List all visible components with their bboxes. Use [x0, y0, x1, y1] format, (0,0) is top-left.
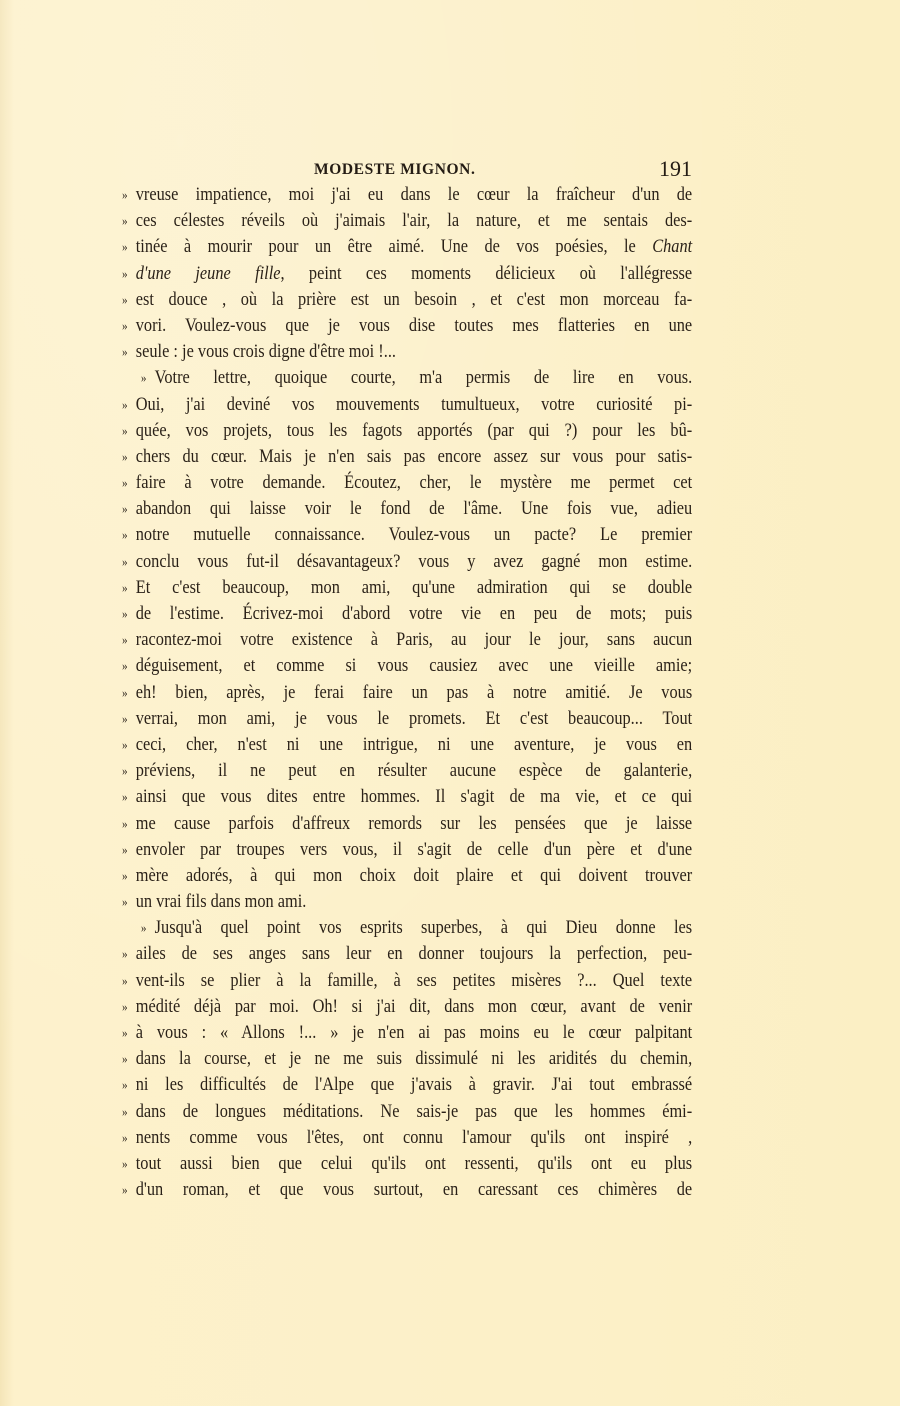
quote-mark: »: [122, 317, 128, 333]
line-text: [136, 313, 692, 339]
text-line: [122, 444, 692, 470]
line-text-run: me cause parfois d'affreux remords sur les pensées que je laisse: [135, 812, 693, 834]
quote-mark: »: [122, 789, 128, 805]
quote-mark: »: [122, 475, 128, 491]
quote-mark: »: [122, 265, 128, 281]
line-text-run: faire à votre demande. Écoutez, cher, le mystère me permet cet: [135, 472, 693, 494]
text-line: [122, 811, 692, 837]
quote-mark: »: [122, 448, 128, 464]
line-text-run: notre mutuelle connaissance. Voulez-vous un pacte? Le premier: [135, 524, 693, 546]
text-line: [122, 313, 692, 339]
line-text-run: de l'estime. Écrivez-moi d'abord votre vie en peu de mots; puis: [135, 603, 693, 624]
body-text: [122, 182, 692, 1203]
quote-mark: »: [122, 684, 128, 700]
text-line: [122, 601, 692, 627]
line-text: [136, 418, 692, 444]
line-text-run: chers du cœur. Mais je n'en sais pas encore assez sur vous pour satis-: [135, 445, 693, 467]
text-line: [122, 261, 692, 287]
text-line: [122, 994, 692, 1020]
text-line: [122, 470, 692, 496]
line-text: [136, 680, 692, 706]
quote-mark: »: [122, 1025, 128, 1040]
text-line: [122, 1020, 692, 1046]
line-text-run: Oui, j'ai deviné vos mouvements tumultueux, votre curiosité pi-: [135, 393, 693, 415]
quote-mark: »: [122, 187, 128, 202]
line-text: [136, 994, 692, 1020]
line-text: [136, 1072, 692, 1098]
text-line: [122, 418, 692, 444]
text-line: [122, 1177, 692, 1203]
line-text-run: vent-ils se plier à la famille, à ses petites misères ?... Quel texte: [135, 969, 693, 991]
text-line: [122, 968, 692, 994]
quote-mark: »: [122, 501, 128, 517]
quote-mark: »: [122, 736, 128, 752]
text-line: [122, 706, 692, 732]
text-line: [122, 496, 692, 522]
line-text: [136, 889, 692, 915]
running-title: MODESTE MIGNON.: [314, 161, 476, 178]
line-text: [136, 1151, 692, 1177]
line-text-run: abandon qui laisse voir le fond de l'âme. Une fois vue, adieu: [135, 498, 693, 520]
line-text-run: , peint ces moments délicieux où l'allégresse: [280, 262, 693, 284]
quote-mark: »: [122, 894, 128, 910]
line-text-run: vori. Voulez-vous que je vous dise toutes mes flatteries en une: [135, 314, 693, 336]
text-line: [122, 339, 692, 365]
quote-mark: »: [122, 998, 128, 1014]
text-line: [122, 627, 692, 653]
text-line: [122, 863, 692, 889]
quote-mark: »: [140, 370, 147, 386]
quote-mark: »: [122, 1051, 128, 1067]
line-text-run: médité déjà par moi. Oh! si j'ai dit, dans mon cœur, avant de venir: [135, 995, 693, 1017]
text-line: [122, 758, 692, 784]
line-text-run: eh! bien, après, je ferai faire un pas à notre amitié. Je vous: [135, 681, 693, 703]
line-text-run: racontez-moi votre existence à Paris, au jour le jour, sans aucun: [135, 629, 693, 651]
line-text: [136, 575, 692, 601]
line-text-run: à vous : « Allons !... » je n'en ai pas moins eu le cœur palpitant: [135, 1022, 693, 1043]
quote-mark: »: [122, 972, 128, 988]
text-line: [122, 208, 692, 234]
line-text-run: dans de longues méditations. Ne sais-je pas que les hommes émi-: [135, 1100, 693, 1122]
line-text-run: vreuse impatience, moi j'ai eu dans le cœur la fraîcheur d'un de: [135, 184, 693, 205]
text-line: [122, 575, 692, 601]
line-text-run: est douce , où la prière est un besoin , et c'est mon morceau fa-: [135, 288, 693, 310]
text-line: [122, 365, 692, 391]
quote-mark: »: [122, 763, 128, 779]
line-text: [136, 208, 692, 234]
quote-mark: »: [122, 527, 128, 543]
text-line: [122, 1099, 692, 1125]
line-text: [136, 811, 692, 837]
line-text-run: tinée à mourir pour un être aimé. Une de vos poésies, le: [135, 236, 636, 258]
quote-mark: »: [122, 632, 128, 648]
line-text-run: ainsi que vous dites entre hommes. Il s'agit de ma vie, et ce qui: [135, 786, 693, 808]
line-text: [136, 182, 692, 208]
quote-mark: »: [122, 396, 128, 412]
text-line: [122, 522, 692, 548]
line-text-run: Votre lettre, quoique courte, m'a permis de lire en vous.: [154, 367, 693, 389]
quote-mark: »: [122, 553, 128, 569]
quote-mark: »: [122, 658, 128, 674]
line-text-run: préviens, il ne peut en résulter aucune espèce de galanterie,: [135, 760, 693, 782]
quote-mark: »: [122, 1129, 128, 1145]
line-text: [136, 758, 692, 784]
line-text: [136, 732, 692, 758]
line-text: [136, 392, 692, 418]
line-text: [136, 863, 692, 889]
line-text: [136, 1046, 692, 1072]
quote-mark: »: [122, 213, 128, 229]
text-line: [122, 1151, 692, 1177]
line-text: [136, 234, 692, 260]
text-line: [122, 889, 692, 915]
quote-mark: »: [122, 867, 128, 883]
line-text-run: ceci, cher, n'est ni une intrigue, ni une aventure, je vous en: [135, 733, 693, 755]
line-text-run: seule : je vous crois digne d'être moi !...: [135, 341, 397, 363]
line-text-run: d'un roman, et que vous surtout, en caressant ces chimères de: [135, 1179, 693, 1201]
line-text: [136, 1177, 692, 1203]
italic-title: Chant: [652, 236, 693, 258]
line-text-run: Jusqu'à quel point vos esprits superbes, à qui Dieu donne les: [154, 917, 693, 939]
line-text: [136, 549, 692, 575]
text-line: [122, 392, 692, 418]
text-line: [122, 680, 692, 706]
line-text: [136, 601, 692, 627]
quote-mark: »: [122, 606, 128, 621]
text-line: [122, 1072, 692, 1098]
line-text: [136, 653, 692, 679]
line-text: [155, 915, 693, 941]
text-line: [122, 941, 692, 967]
line-text: [136, 522, 692, 548]
text-line: [122, 549, 692, 575]
line-text: [136, 1125, 692, 1151]
text-line: [122, 784, 692, 810]
italic-title: d'une jeune fille: [135, 262, 281, 284]
quote-mark: »: [122, 291, 128, 307]
line-text: [136, 941, 692, 967]
line-text: [136, 496, 692, 522]
line-text: [136, 1099, 692, 1125]
quote-mark: »: [122, 344, 128, 360]
line-text-run: ces célestes réveils où j'aimais l'air, la nature, et me sentais des-: [135, 210, 693, 232]
text-line: [122, 234, 692, 260]
line-text: [136, 1020, 692, 1046]
page-number: 191: [659, 156, 692, 181]
quote-mark: »: [122, 422, 128, 438]
line-text: [136, 339, 692, 365]
line-text-run: nents comme vous l'êtes, ont connu l'amour qu'ils ont inspiré ,: [135, 1126, 693, 1148]
line-text: [136, 287, 692, 313]
quote-mark: »: [122, 710, 128, 726]
quote-mark: »: [122, 1077, 128, 1093]
text-line: [122, 915, 692, 941]
quote-mark: »: [122, 579, 128, 595]
line-text-run: envoler par troupes vers vous, il s'agit de celle d'un père et d'une: [135, 838, 693, 860]
line-text-run: verrai, mon ami, je vous le promets. Et c'est beaucoup... Tout: [135, 707, 693, 729]
line-text-run: ni les difficultés de l'Alpe que j'avais à gravir. J'ai tout embrassé: [135, 1074, 693, 1096]
line-text-run: ailes de ses anges sans leur en donner toujours la perfection, peu-: [135, 943, 693, 965]
page-header: [122, 157, 692, 183]
text-line: [122, 732, 692, 758]
line-text: [136, 627, 692, 653]
text-line: [122, 837, 692, 863]
quote-mark: »: [122, 1103, 128, 1119]
line-text-run: dans la course, et je ne me suis dissimulé ni les aridités du chemin,: [135, 1048, 693, 1070]
line-text-run: déguisement, et comme si vous causiez avec une vieille amie;: [135, 655, 693, 677]
line-text-run: conclu vous fut-il désavantageux? vous y avez gagné mon estime.: [135, 550, 693, 572]
line-text-run: mère adorés, à qui mon choix doit plaire et qui doivent trouver: [135, 864, 693, 886]
line-text: [136, 470, 692, 496]
line-text: [136, 968, 692, 994]
line-text: [136, 784, 692, 810]
text-line: [122, 653, 692, 679]
line-text-run: Et c'est beaucoup, mon ami, qu'une admiration qui se double: [135, 576, 693, 598]
line-text: [136, 837, 692, 863]
text-line: [122, 1046, 692, 1072]
quote-mark: »: [122, 841, 128, 857]
quote-mark: »: [122, 815, 128, 831]
text-line: [122, 287, 692, 313]
quote-mark: »: [122, 239, 128, 255]
line-text: [136, 444, 692, 470]
text-line: [122, 1125, 692, 1151]
line-text-run: tout aussi bien que celui qu'ils ont ressenti, qu'ils ont eu plus: [135, 1152, 693, 1174]
quote-mark: »: [122, 1155, 128, 1171]
line-text: [136, 706, 692, 732]
text-line: [122, 182, 692, 208]
line-text-run: quée, vos projets, tous les fagots apportés (par qui ?) pour les bû-: [135, 419, 693, 441]
line-text: [155, 365, 693, 391]
quote-mark: »: [122, 946, 128, 962]
quote-mark: »: [140, 920, 147, 936]
line-text-run: un vrai fils dans mon ami.: [135, 891, 307, 913]
line-text: [136, 261, 692, 287]
quote-mark: »: [122, 1182, 128, 1198]
